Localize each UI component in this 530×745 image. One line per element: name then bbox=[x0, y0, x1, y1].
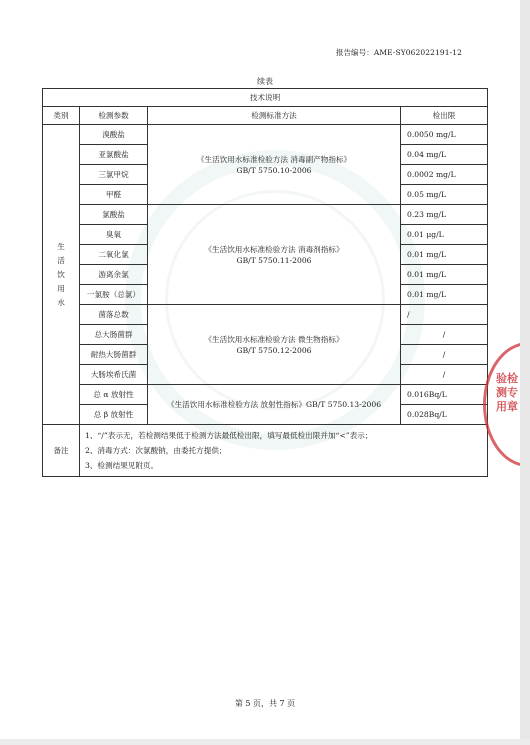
table-row bbox=[43, 305, 488, 325]
method-code: GB/T 5750.11-2006 bbox=[236, 255, 312, 265]
param-cell: 臭氧 bbox=[80, 225, 148, 245]
method-cell-microbiology bbox=[148, 305, 401, 385]
column-header-method: 检测标准方法 bbox=[148, 107, 401, 125]
method-cell-radioactivity: 《生活饮用水标准检验方法 放射性指标》GB/T 5750.13-2006 bbox=[148, 385, 401, 425]
limit-cell: 0.01 μg/L bbox=[401, 225, 488, 245]
category-label: 生活饮用水 bbox=[57, 241, 65, 307]
limit-cell: 0.016Bq/L bbox=[401, 385, 488, 405]
limit-cell: 0.05 mg/L bbox=[401, 185, 488, 205]
scan-edge-right bbox=[520, 0, 530, 745]
param-cell: 甲醛 bbox=[80, 185, 148, 205]
notes-label: 备注 bbox=[43, 425, 80, 477]
method-title: 《生活饮用水标准检验方法 微生物指标》 bbox=[204, 334, 344, 344]
limit-cell: / bbox=[401, 365, 488, 385]
limit-cell: 0.23 mg/L bbox=[401, 205, 488, 225]
column-header-parameter: 检测参数 bbox=[80, 107, 148, 125]
note-line: 1、“/”表示无，若检测结果低于检测方法最低检出限，填写最低检出限并加“<”表示； bbox=[85, 431, 373, 440]
report-number: 报告编号：AME-SY062022191-12 bbox=[335, 48, 462, 57]
table-row bbox=[43, 125, 488, 145]
param-cell: 总大肠菌群 bbox=[80, 325, 148, 345]
limit-cell: / bbox=[401, 345, 488, 365]
limit-cell: / bbox=[401, 305, 488, 325]
param-cell: 二氧化氯 bbox=[80, 245, 148, 265]
param-cell: 游离余氯 bbox=[80, 265, 148, 285]
note-line: 2、消毒方式：次氯酸钠，由委托方提供； bbox=[85, 446, 227, 455]
notes-row bbox=[43, 425, 488, 477]
limit-cell: 0.0050 mg/L bbox=[401, 125, 488, 145]
limit-cell: 0.01 mg/L bbox=[401, 285, 488, 305]
param-cell: 总 α 放射性 bbox=[80, 385, 148, 405]
param-cell: 总 β 放射性 bbox=[80, 405, 148, 425]
limit-cell: 0.01 mg/L bbox=[401, 245, 488, 265]
param-cell: 菌落总数 bbox=[80, 305, 148, 325]
param-cell: 溴酸盐 bbox=[80, 125, 148, 145]
method-title: 《生活饮用水标准检验方法 消毒剂指标》 bbox=[204, 244, 344, 254]
limit-cell: 0.0002 mg/L bbox=[401, 165, 488, 185]
table-row bbox=[43, 205, 488, 225]
technical-spec-table bbox=[42, 88, 488, 477]
method-cell-disinfectants bbox=[148, 205, 401, 305]
method-code: GB/T 5750.10-2006 bbox=[236, 165, 312, 175]
param-cell: 氯酸盐 bbox=[80, 205, 148, 225]
param-cell: 亚氯酸盐 bbox=[80, 145, 148, 165]
official-stamp-text: 验检 测专 用章 bbox=[496, 372, 518, 413]
category-cell bbox=[43, 125, 80, 425]
param-cell: 一氯胺（总氯） bbox=[80, 285, 148, 305]
notes-content bbox=[80, 425, 488, 477]
method-cell-disinfection-byproducts bbox=[148, 125, 401, 205]
note-line: 3、检测结果见附页。 bbox=[85, 461, 159, 470]
limit-cell: / bbox=[401, 325, 488, 345]
param-cell: 耐热大肠菌群 bbox=[80, 345, 148, 365]
limit-cell: 0.01 mg/L bbox=[401, 265, 488, 285]
scan-edge-bottom bbox=[0, 739, 530, 745]
param-cell: 三氯甲烷 bbox=[80, 165, 148, 185]
table-continued-caption: 续表 bbox=[257, 77, 273, 86]
column-header-category: 类别 bbox=[43, 107, 80, 125]
limit-cell: 0.028Bq/L bbox=[401, 405, 488, 425]
table-title: 技术说明 bbox=[43, 89, 488, 107]
param-cell: 大肠埃希氏菌 bbox=[80, 365, 148, 385]
page-number: 第 5 页，共 7 页 bbox=[234, 699, 296, 708]
limit-cell: 0.04 mg/L bbox=[401, 145, 488, 165]
method-title: 《生活饮用水标准检验方法 消毒副产物指标》 bbox=[196, 154, 352, 164]
method-code: GB/T 5750.12-2006 bbox=[236, 345, 312, 355]
table-row bbox=[43, 385, 488, 405]
column-header-limit: 检出限 bbox=[401, 107, 488, 125]
